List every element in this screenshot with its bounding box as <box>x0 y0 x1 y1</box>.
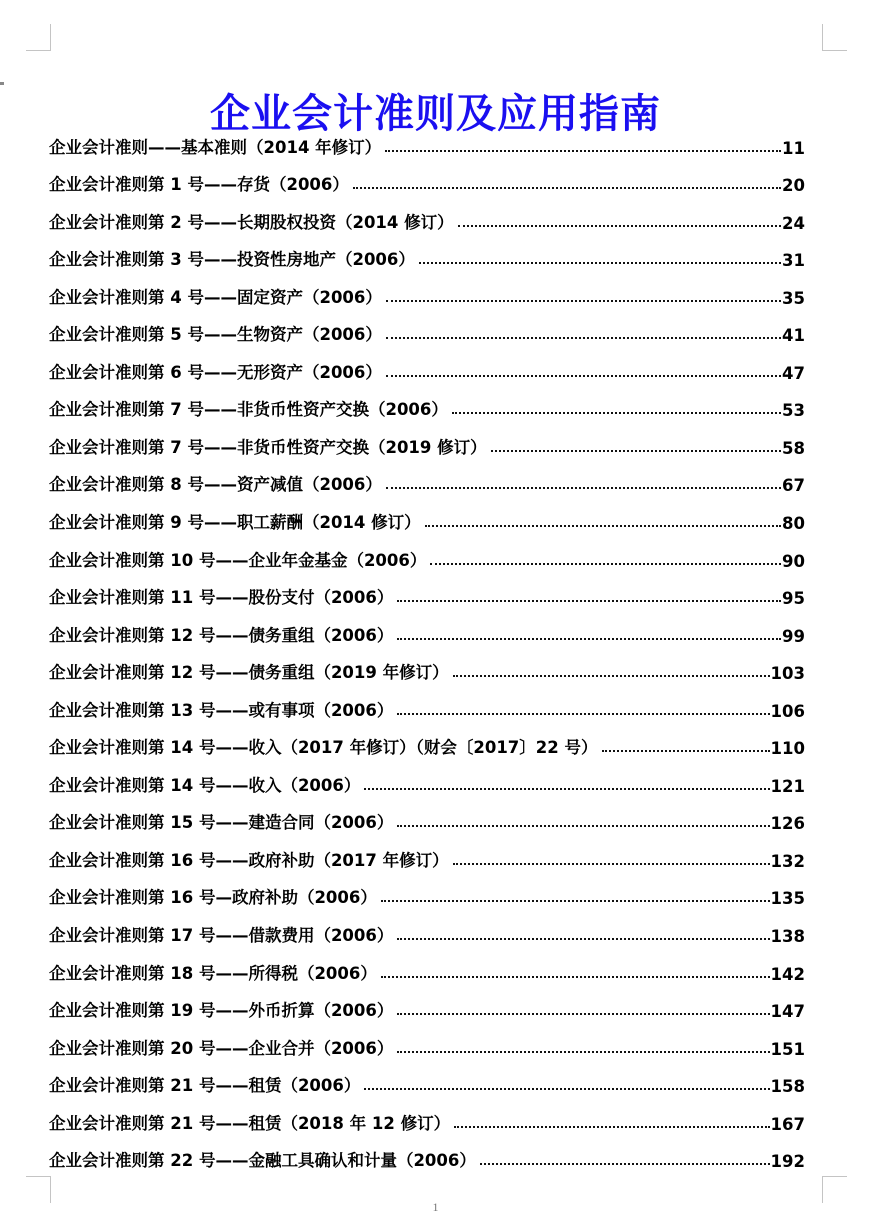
toc-entry[interactable] <box>49 458 805 496</box>
toc-entry-title: 企业会计准则第 3 号——投资性房地产（2006） <box>49 250 415 270</box>
toc-entry-title: 企业会计准则第 20 号——企业合并（2006） <box>49 1038 394 1058</box>
toc-entry-page: 167 <box>770 1114 805 1134</box>
toc-entry-title: 企业会计准则第 21 号——租赁（2018 年 12 修订） <box>49 1113 451 1133</box>
toc-entry-title: 企业会计准则第 9 号——职工薪酬（2014 修订） <box>49 513 421 533</box>
dot-leader <box>381 900 770 902</box>
toc-entry[interactable] <box>49 721 805 759</box>
toc-entry[interactable] <box>49 683 805 721</box>
dot-leader <box>453 675 770 677</box>
toc-entry[interactable] <box>49 420 805 458</box>
toc-entry-title: 企业会计准则第 7 号——非货币性资产交换（2006） <box>49 400 448 420</box>
toc-entry-page: 53 <box>782 401 805 421</box>
toc-entry-page: 80 <box>782 514 805 534</box>
document-title: 企业会计准则及应用指南 <box>210 90 661 137</box>
toc-entry-page: 31 <box>782 251 805 271</box>
toc-entry-page: 138 <box>770 927 805 947</box>
dot-leader <box>491 450 781 452</box>
toc-entry-title: 企业会计准则第 12 号——债务重组（2019 年修订） <box>49 663 449 683</box>
toc-entry[interactable] <box>49 533 805 571</box>
toc-entry-page: 135 <box>770 889 805 909</box>
toc-entry-title: 企业会计准则第 5 号——生物资产（2006） <box>49 325 382 345</box>
toc-entry-title: 企业会计准则第 10 号——企业年金基金（2006） <box>49 550 427 570</box>
toc-entry-page: 24 <box>782 213 805 233</box>
dot-leader <box>397 638 781 640</box>
crop-mark-top-left <box>26 24 51 51</box>
dot-leader <box>385 150 781 152</box>
toc-entry-title: 企业会计准则第 11 号——股份支付（2006） <box>49 588 394 608</box>
dot-leader <box>430 563 781 565</box>
toc-entry-page: 58 <box>782 438 805 458</box>
toc-entry-title: 企业会计准则第 13 号——或有事项（2006） <box>49 700 394 720</box>
dot-leader <box>386 337 781 339</box>
dot-leader <box>419 262 781 264</box>
dot-leader <box>386 487 781 489</box>
toc-entry[interactable] <box>49 871 805 909</box>
toc-entry-page: 67 <box>782 476 805 496</box>
toc-entry-page: 95 <box>782 589 805 609</box>
toc-entry-title: 企业会计准则第 15 号——建造合同（2006） <box>49 813 394 833</box>
toc-entry[interactable] <box>49 158 805 196</box>
table-of-contents <box>49 120 805 1171</box>
page-number: 1 <box>432 1200 439 1214</box>
toc-entry[interactable] <box>49 120 805 158</box>
dot-leader <box>386 300 781 302</box>
toc-entry-title: 企业会计准则——基本准则（2014 年修订） <box>49 137 382 157</box>
toc-entry-title: 企业会计准则第 14 号——收入（2017 年修订）（财会〔2017〕22 号） <box>49 738 598 758</box>
toc-entry[interactable] <box>49 383 805 421</box>
toc-entry-title: 企业会计准则第 1 号——存货（2006） <box>49 175 349 195</box>
toc-entry[interactable] <box>49 796 805 834</box>
dot-leader <box>458 225 781 227</box>
toc-entry-title: 企业会计准则第 8 号——资产减值（2006） <box>49 475 382 495</box>
toc-entry[interactable] <box>49 495 805 533</box>
toc-entry-page: 99 <box>782 626 805 646</box>
toc-entry-title: 企业会计准则第 2 号——长期股权投资（2014 修订） <box>49 212 454 232</box>
toc-entry-page: 151 <box>770 1039 805 1059</box>
toc-entry-page: 192 <box>770 1152 805 1172</box>
dot-leader <box>397 600 781 602</box>
toc-entry-title: 企业会计准则第 21 号——租赁（2006） <box>49 1076 361 1096</box>
toc-entry[interactable] <box>49 345 805 383</box>
toc-entry-page: 142 <box>770 964 805 984</box>
dot-leader <box>452 412 781 414</box>
toc-entry-title: 企业会计准则第 19 号——外币折算（2006） <box>49 1001 394 1021</box>
toc-entry-page: 121 <box>770 776 805 796</box>
dot-leader <box>381 976 770 978</box>
toc-entry[interactable] <box>49 270 805 308</box>
toc-entry-title: 企业会计准则第 22 号——金融工具确认和计量（2006） <box>49 1151 476 1171</box>
toc-entry-title: 企业会计准则第 14 号——收入（2006） <box>49 775 361 795</box>
toc-entry-title: 企业会计准则第 16 号—政府补助（2006） <box>49 888 377 908</box>
toc-entry[interactable] <box>49 833 805 871</box>
toc-entry-page: 41 <box>782 326 805 346</box>
toc-entry-title: 企业会计准则第 18 号——所得税（2006） <box>49 963 377 983</box>
dot-leader <box>397 825 769 827</box>
dot-leader <box>480 1163 770 1165</box>
toc-entry[interactable] <box>49 571 805 609</box>
dot-leader <box>454 1126 769 1128</box>
toc-entry-page: 158 <box>770 1077 805 1097</box>
toc-entry-page: 106 <box>770 701 805 721</box>
toc-entry[interactable] <box>49 1134 805 1172</box>
toc-entry-title: 企业会计准则第 17 号——借款费用（2006） <box>49 926 394 946</box>
toc-entry-page: 35 <box>782 288 805 308</box>
toc-entry[interactable] <box>49 984 805 1022</box>
toc-entry-title: 企业会计准则第 4 号——固定资产（2006） <box>49 287 382 307</box>
toc-entry-page: 47 <box>782 363 805 383</box>
toc-entry-page: 110 <box>770 739 805 759</box>
crop-mark-bottom-left <box>26 1176 51 1203</box>
dot-leader <box>397 938 769 940</box>
toc-entry-title: 企业会计准则第 16 号——政府补助（2017 年修订） <box>49 850 449 870</box>
toc-entry-page: 103 <box>770 664 805 684</box>
toc-entry[interactable] <box>49 1059 805 1097</box>
crop-mark-top-right <box>822 24 847 51</box>
toc-entry[interactable] <box>49 946 805 984</box>
dot-leader <box>397 1013 769 1015</box>
toc-entry-title: 企业会计准则第 6 号——无形资产（2006） <box>49 362 382 382</box>
toc-entry[interactable] <box>49 608 805 646</box>
toc-entry-page: 90 <box>782 551 805 571</box>
dot-leader <box>397 1051 769 1053</box>
dot-leader <box>364 788 769 790</box>
toc-entry-page: 11 <box>782 138 805 158</box>
toc-entry-page: 132 <box>770 851 805 871</box>
dot-leader <box>425 525 781 527</box>
margin-mark <box>0 82 4 85</box>
toc-entry[interactable] <box>49 233 805 271</box>
toc-entry[interactable] <box>49 1096 805 1134</box>
toc-entry[interactable] <box>49 1021 805 1059</box>
dot-leader <box>386 375 781 377</box>
dot-leader <box>364 1088 769 1090</box>
dot-leader <box>602 750 770 752</box>
dot-leader <box>397 713 769 715</box>
toc-entry[interactable] <box>49 195 805 233</box>
toc-entry-title: 企业会计准则第 12 号——债务重组（2006） <box>49 625 394 645</box>
toc-entry[interactable] <box>49 308 805 346</box>
toc-entry-page: 126 <box>770 814 805 834</box>
toc-entry[interactable] <box>49 758 805 796</box>
toc-entry-title: 企业会计准则第 7 号——非货币性资产交换（2019 修订） <box>49 437 487 457</box>
dot-leader <box>353 187 781 189</box>
toc-entry-page: 147 <box>770 1002 805 1022</box>
crop-mark-bottom-right <box>822 1176 847 1203</box>
toc-entry-page: 20 <box>782 176 805 196</box>
toc-entry[interactable] <box>49 646 805 684</box>
dot-leader <box>453 863 770 865</box>
toc-entry[interactable] <box>49 908 805 946</box>
